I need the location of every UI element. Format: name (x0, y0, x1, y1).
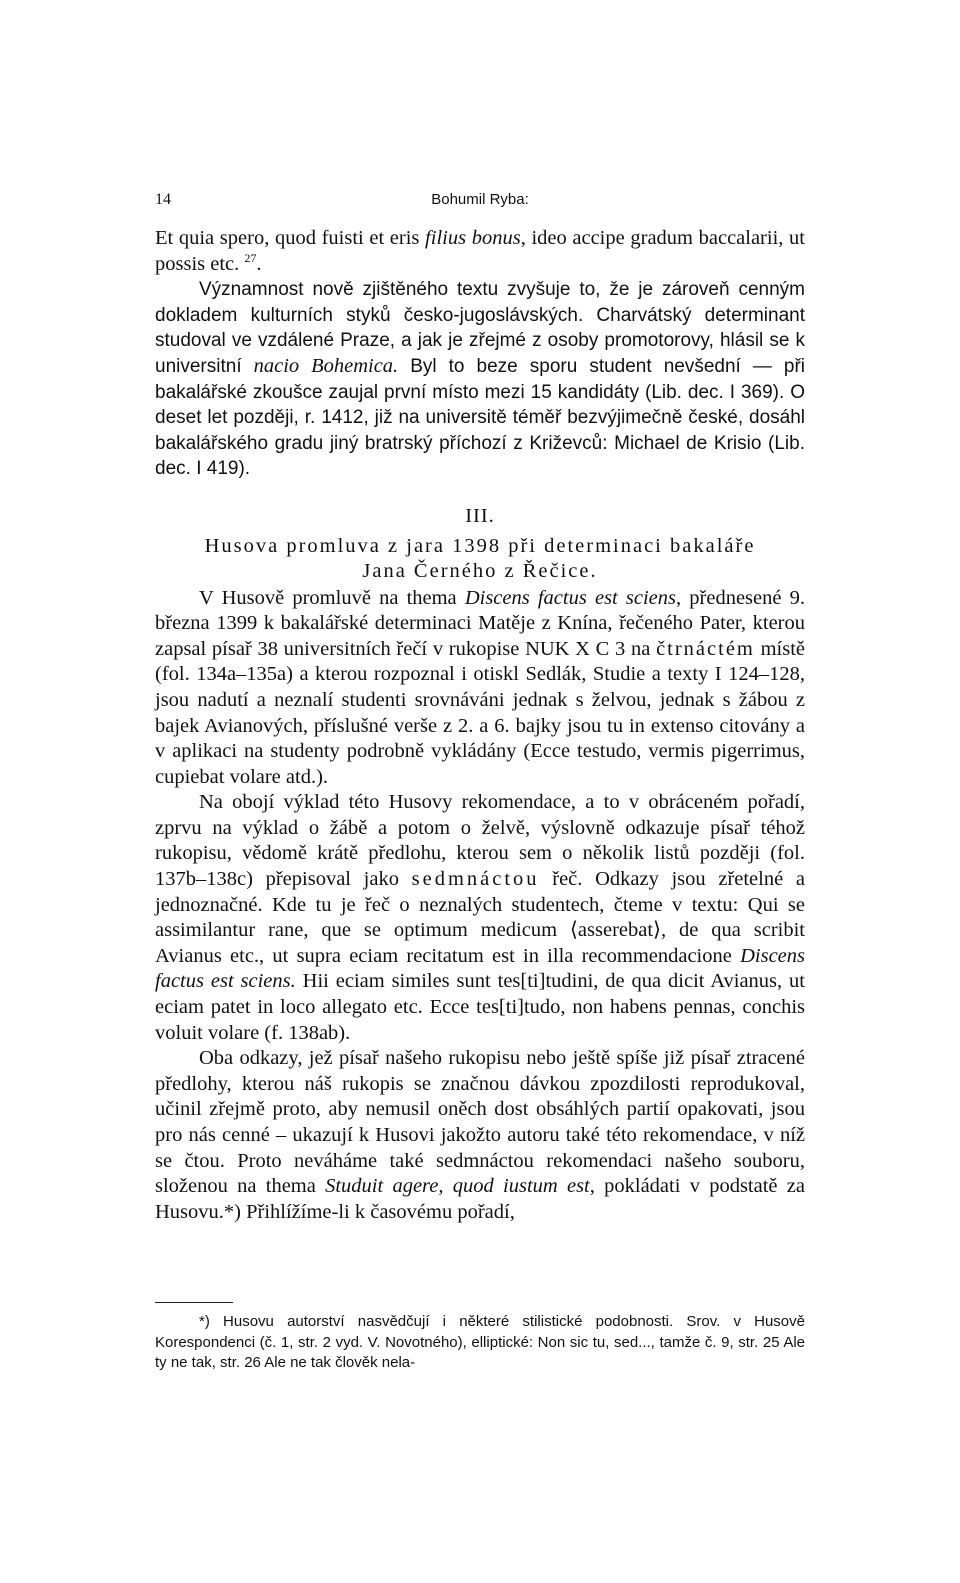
italic-run: Discens factus est sciens. (155, 944, 805, 993)
paragraph-5 (155, 1046, 805, 1225)
text-run: , pokládati v podstatě za Husovu.*) Přihlížíme-li k časovému pořadí, (155, 1175, 805, 1223)
page-number: 14 (155, 191, 171, 208)
spaced-run: sedmnáctou (411, 868, 540, 891)
text-run: Oba odkazy, jež písař našeho rukopisu nebo ještě spíše již písař ztracené předlohy, kterou náš rukopis se značnou dávkou zpozdilosti reprodukoval, učinil zřejmě proto, aby nemusil oněch dost obsáhlých partií opakovati, jsou pro nás cenné – ukazují k Husovi jakožto autoru také této rekomendace, v níž se čtou. Proto neváháme také sedmnáctou rekomendaci našeho souboru, složenou na thema (155, 1047, 805, 1198)
footnote-ref-27: 27 (244, 250, 257, 265)
text-run: Hii eciam similes sunt tes[ti]tudini, de qua dicit Avianus, ut eciam patet in loco allegato etc. Ecce tes[ti]tudo, non habens pennas, conchis voluit volare (f. 138ab). (155, 970, 805, 1044)
text-run: . (256, 252, 262, 275)
section-title (155, 534, 805, 584)
text-run: místě (fol. 134a–135a) a kterou rozpoznal i otiskl Sedlák, Studie a texty I 124–128, jsou nadutí a neznalí studenti srovnáváni jednak s želvou, jednak s žábou z bajek Avianových, příslušné verše z 2. a 6. bajky jsou tu in extenso citovány a v aplikaci na studenty podrobně vykládány (Ecce testudo, vermis pigerrimus, cupiebat volare atd.). (155, 637, 805, 788)
text-run: řeč. Odkazy jsou zřetelné a jednoznačné. Kde tu je řeč o neznalých studentech, čteme v textu: Qui se assimilantur rane, que se optimum medicum ⟨asserebat⟩, de qua scribit Avianus etc., ut supra eciam recitatum est in illa recommendacione (155, 868, 805, 967)
paragraph-2 (155, 277, 805, 482)
footnote (155, 1312, 805, 1374)
text-run: V Husově promluvě na thema (199, 586, 465, 609)
text-run: Významnost nově zjištěného textu zvyšuje to, že je zároveň cenným dokladem kulturních styků česko-jugoslávských. Charvátský determinant studoval ve vzdálené Praze, a jak je zřejmé z osoby promotorovy, hlásil se k universitní (155, 279, 805, 377)
running-head: Bohumil Ryba: (431, 191, 529, 208)
italic-run: filius bonus (425, 227, 521, 249)
text-run: Et quia spero, quod fuisti et eris (155, 227, 426, 249)
section-title-line-1: Husova promluva z jara 1398 při determinaci bakaláře (204, 534, 756, 557)
footnote-text: *) Husovu autorství nasvědčují i některé stilistické podobnosti. Srov. v Husově Korespondenci (č. 1, str. 2 vyd. V. Novotného), elliptické: Non sic tu, sed..., tamže č. 9, str. 25 Ale ty ne tak, str. 26 Ale ne tak člověk nela- (155, 1313, 805, 1371)
section-title-line-2: Jana Černého z Řečice. (362, 559, 598, 582)
footnote-rule (155, 1302, 233, 1303)
paragraph-4 (155, 790, 805, 1046)
body-text (155, 226, 805, 1225)
text-run: Na obojí výklad této Husovy rekomendace, a to v obráceném pořadí, zprvu na výklad o žábě a potom o želvě, výslovně odkazuje písař téhož rukopisu, vědomě krátě předlohu, kterou sem o několik listů později (fol. 137b–138c) přepisoval jako (155, 791, 805, 891)
paragraph-3 (155, 586, 805, 791)
paragraph-1 (155, 226, 805, 277)
section-number: III. (465, 504, 495, 527)
text-run: , přednesené 9. března 1399 k bakalářské determinaci Matěje z Knína, řečeného Pater, kterou zapsal písař 38 universitních řečí v rukopise NUK X C 3 na (155, 586, 805, 660)
italic-run: Discens factus est sciens (464, 586, 676, 609)
text-run: Byl to beze sporu student nevšední — při bakalářské zkoušce zaujal první místo mezi 15 kandidáty (Lib. dec. I 369). O deset let později, r. 1412, již na universitě téměř bezvýjimečně české, dosáhl bakalářského gradu jiný bratrský příchozí z Križevců: Michael de Krisio (Lib. dec. I 419). (155, 355, 805, 480)
text-run: , ideo accipe gradum baccalarii, ut possis etc. (155, 227, 805, 275)
italic-run: Studuit agere, quod iustum est (325, 1175, 590, 1198)
spaced-run: čtrnáctém (656, 637, 755, 660)
italic-run: nacio Bohemica. (253, 354, 399, 377)
